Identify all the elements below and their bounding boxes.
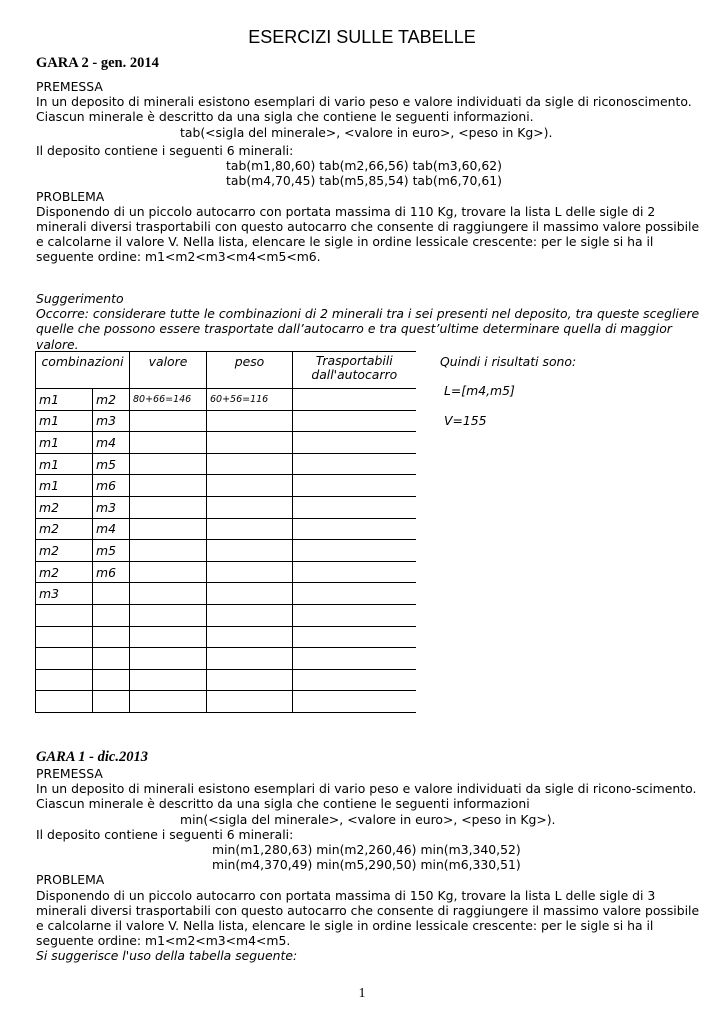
table-cell	[207, 540, 293, 562]
table-cell	[130, 561, 207, 583]
table-cell: m2	[36, 518, 93, 540]
suggerimento-line: Occorre: considerare tutte le combinazioni di 2 minerali tra i sei presenti nel deposito, tra queste scegliere	[36, 306, 700, 322]
problema-label: PROBLEMA	[36, 872, 105, 888]
risultato-l: L=[m4,m5]	[444, 383, 515, 398]
table-cell	[293, 389, 416, 411]
suggerimento-line: quelle che possono essere trasportate dall’autocarro e tra quest’ultime determinare quella di maggior	[36, 321, 672, 337]
minerali-line: tab(m4,70,45) tab(m5,85,54) tab(m6,70,61)	[226, 173, 502, 189]
problema-line: e calcolarne il valore V. Nella lista, elencare le sigle in ordine lessicale crescente: per le sigle si ha il	[36, 234, 654, 250]
table-cell	[207, 561, 293, 583]
premessa-label: PREMESSA	[36, 766, 103, 781]
minerali-line: tab(m1,80,60) tab(m2,66,56) tab(m3,60,62)	[226, 158, 502, 174]
risultato-v: V=155	[444, 413, 487, 428]
problema-line: e calcolarne il valore V. Nella lista, elencare le sigle in ordine lessicale crescente: per le sigle si ha il	[36, 918, 654, 934]
table-row	[36, 475, 416, 497]
table-cell	[93, 648, 130, 670]
table-cell	[207, 691, 293, 713]
table-row	[36, 669, 416, 691]
table-row	[36, 410, 416, 432]
table-cell	[293, 453, 416, 475]
table-cell: m1	[36, 410, 93, 432]
minerali-line: min(m1,280,63) min(m2,260,46) min(m3,340,52)	[212, 842, 521, 858]
table-cell	[93, 669, 130, 691]
page-number: 1	[358, 986, 366, 1001]
table-cell	[130, 540, 207, 562]
table-cell	[36, 669, 93, 691]
premessa-line: Il deposito contiene i seguenti 6 minerali:	[36, 826, 294, 842]
premessa-line: min(<sigla del minerale>, <valore in euro>, <peso in Kg>).	[180, 811, 556, 827]
table-cell	[207, 604, 293, 626]
table-row	[36, 453, 416, 475]
table-cell	[293, 410, 416, 432]
table-cell	[130, 691, 207, 713]
premessa-line: Ciascun minerale è descritto da una sigla che contiene le seguenti informazioni.	[36, 109, 534, 125]
table-cell: m6	[93, 561, 130, 583]
table-cell	[293, 496, 416, 518]
table-cell: 80+66=146	[130, 389, 207, 411]
table-row	[36, 583, 416, 605]
table-cell: m3	[93, 496, 130, 518]
table-cell: 60+56=116	[207, 389, 293, 411]
table-cell	[93, 626, 130, 648]
table-cell	[130, 518, 207, 540]
combinazioni-table	[35, 351, 416, 713]
table-cell	[130, 496, 207, 518]
table-cell: m2	[36, 540, 93, 562]
problema-line: Disponendo di un piccolo autocarro con portata massima di 150 Kg, trovare la lista L delle sigle di 3	[36, 887, 656, 903]
table-row	[36, 496, 416, 518]
table-cell	[207, 453, 293, 475]
suggerimento-line: valore.	[36, 336, 79, 352]
table-cell	[207, 432, 293, 454]
table-cell: m6	[93, 475, 130, 497]
table-cell: m3	[93, 410, 130, 432]
problema-line: seguente ordine: m1<m2<m3<m4<m5.	[36, 933, 291, 949]
table-row	[36, 561, 416, 583]
table-cell	[293, 518, 416, 540]
premessa-line: In un deposito di minerali esistono esemplari di vario peso e valore individuati da sigle di riconoscimento.	[36, 94, 692, 110]
table-cell: m1	[36, 389, 93, 411]
problema-label: PROBLEMA	[36, 188, 105, 204]
deposito-intro: Il deposito contiene i seguenti 6 minerali:	[36, 143, 294, 158]
table-row	[36, 432, 416, 454]
suggerimento-label: Suggerimento	[36, 291, 124, 306]
header-valore: valore	[130, 352, 207, 389]
table-cell	[293, 626, 416, 648]
header-combinazioni: combinazioni	[36, 352, 130, 389]
table-cell	[93, 583, 130, 605]
table-cell: m4	[93, 518, 130, 540]
table-cell	[36, 626, 93, 648]
premessa-label: PREMESSA	[36, 79, 103, 94]
page-title: ESERCIZI SULLE TABELLE	[248, 27, 476, 47]
header-peso: peso	[207, 352, 293, 389]
minerali-line: min(m4,370,49) min(m5,290,50) min(m6,330,51)	[212, 857, 521, 873]
table-cell: m5	[93, 540, 130, 562]
table-row	[36, 389, 416, 411]
table-cell: m1	[36, 432, 93, 454]
table-cell	[293, 648, 416, 670]
premessa-line: Ciascun minerale è descritto da una sigla che contiene le seguenti informazioni	[36, 796, 530, 812]
gara1-premessa	[36, 766, 716, 964]
table-cell: m1	[36, 453, 93, 475]
table-cell	[293, 583, 416, 605]
table-cell	[130, 648, 207, 670]
table-cell	[293, 475, 416, 497]
table-cell	[207, 496, 293, 518]
table-cell: m2	[36, 496, 93, 518]
problema-line: minerali diversi trasportabili con questo autocarro che consente di raggiungere il massimo valore possibile	[36, 219, 700, 235]
premessa-line: In un deposito di minerali esistono esemplari di vario peso e valore individuati da sigle di ricono-scimento.	[36, 781, 697, 797]
table-cell	[207, 669, 293, 691]
table-cell	[293, 604, 416, 626]
table-cell	[293, 561, 416, 583]
table-cell	[130, 626, 207, 648]
table-cell: m2	[93, 389, 130, 411]
premessa-line: tab(<sigla del minerale>, <valore in euro>, <peso in Kg>).	[180, 124, 553, 140]
problema-line: Disponendo di un piccolo autocarro con portata massima di 110 Kg, trovare la lista L delle sigle di 2	[36, 203, 656, 219]
table-cell	[130, 583, 207, 605]
table-cell	[130, 453, 207, 475]
table-cell	[36, 604, 93, 626]
table-cell	[93, 691, 130, 713]
table-cell	[36, 691, 93, 713]
table-cell	[36, 648, 93, 670]
risultati-label: Quindi i risultati sono:	[440, 354, 577, 369]
table-cell	[130, 432, 207, 454]
problema-line: seguente ordine: m1<m2<m3<m4<m5<m6.	[36, 249, 321, 265]
table-cell	[293, 432, 416, 454]
table-cell	[207, 475, 293, 497]
table-cell: m1	[36, 475, 93, 497]
gara2-deposito	[36, 143, 716, 265]
table-cell	[207, 518, 293, 540]
gara2-premessa	[36, 79, 716, 140]
gara1-heading: GARA 1 - dic.2013	[36, 749, 148, 765]
gara2-suggerimento	[36, 291, 716, 352]
table-cell: m3	[36, 583, 93, 605]
table-cell	[130, 475, 207, 497]
table-cell	[293, 540, 416, 562]
table-cell: m4	[93, 432, 130, 454]
table-cell	[293, 669, 416, 691]
table-row	[36, 691, 416, 713]
table-row	[36, 604, 416, 626]
table-cell	[207, 410, 293, 432]
table-cell	[207, 583, 293, 605]
table-header-row	[36, 352, 416, 389]
header-trasportabili: Trasportabili dall'autocarro	[293, 352, 416, 389]
table-cell: m2	[36, 561, 93, 583]
problema-line: minerali diversi trasportabili con questo autocarro che consente di raggiungere il massimo valore possibile	[36, 902, 700, 918]
table-cell	[130, 604, 207, 626]
table-cell: m5	[93, 453, 130, 475]
table-row	[36, 518, 416, 540]
table-cell	[293, 691, 416, 713]
table-row	[36, 540, 416, 562]
suggerisce-line: Si suggerisce l'uso della tabella seguente:	[36, 948, 298, 964]
table-row	[36, 626, 416, 648]
table-cell	[207, 648, 293, 670]
table-row	[36, 648, 416, 670]
table-cell	[130, 410, 207, 432]
table-cell	[130, 669, 207, 691]
table-cell	[93, 604, 130, 626]
table-cell	[207, 626, 293, 648]
gara2-heading: GARA 2 - gen. 2014	[36, 55, 159, 71]
